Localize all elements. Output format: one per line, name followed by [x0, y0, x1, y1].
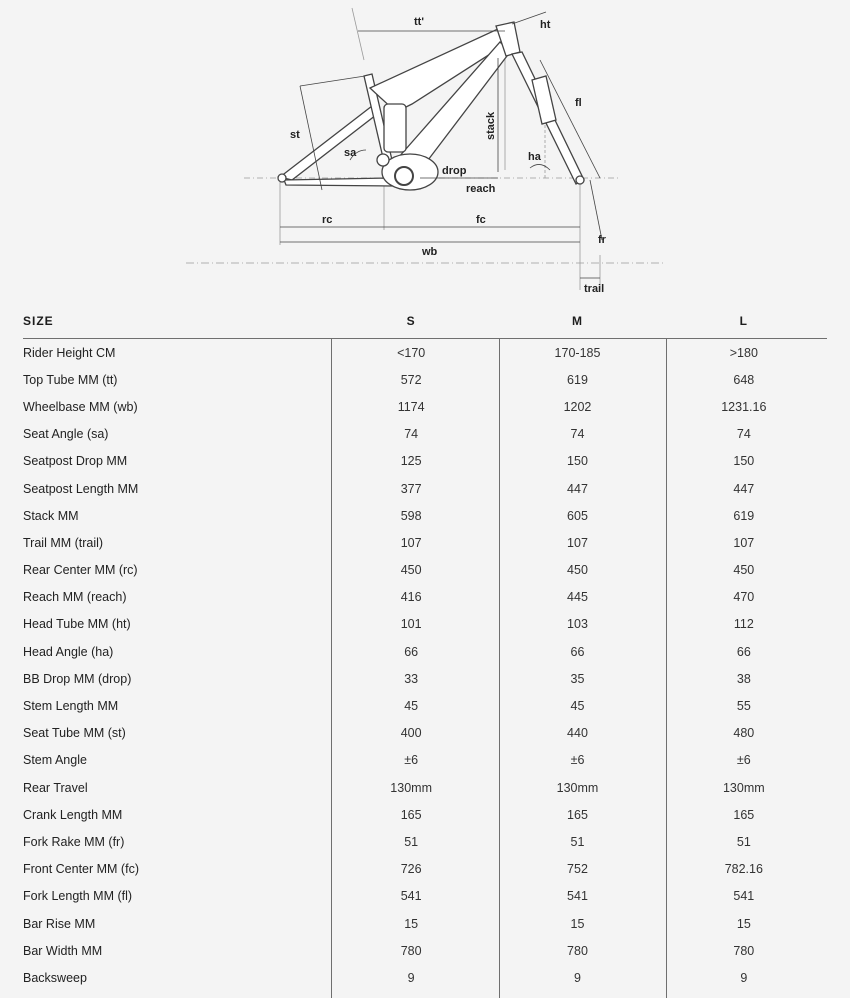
value-m: ±6 — [570, 753, 585, 768]
value-s: 74 — [404, 427, 419, 442]
value-s: 400 — [400, 726, 422, 741]
table-row — [23, 448, 827, 475]
value-s: 125 — [400, 454, 422, 469]
row-label: Head Tube MM (ht) — [23, 617, 131, 632]
row-label: Rear Center MM (rc) — [23, 563, 138, 578]
value-s: 9 — [407, 970, 415, 985]
table-row — [23, 910, 827, 937]
value-m: 1202 — [563, 399, 592, 414]
table-row — [23, 339, 827, 366]
value-s: 101 — [400, 617, 422, 632]
value-s: 165 — [400, 807, 422, 822]
geometry-table — [23, 304, 827, 992]
table-row — [23, 366, 827, 393]
value-s: <170 — [397, 345, 426, 360]
row-label: Trail MM (trail) — [23, 535, 104, 550]
value-s: 51 — [404, 834, 419, 849]
value-l: 450 — [733, 563, 755, 578]
value-l: 470 — [733, 590, 755, 605]
table-row — [23, 421, 827, 448]
value-s: 450 — [400, 563, 422, 578]
table-row — [23, 665, 827, 692]
table-row — [23, 557, 827, 584]
value-m: 605 — [567, 508, 588, 523]
value-s: 45 — [404, 699, 419, 714]
table-row — [23, 393, 827, 420]
table-row — [23, 856, 827, 883]
table-body — [23, 339, 827, 992]
column-divider — [499, 339, 500, 998]
table-row — [23, 964, 827, 991]
label-fc: fc — [476, 214, 486, 226]
label-stack: stack — [485, 111, 497, 140]
label-st: st — [290, 129, 300, 141]
row-label: Top Tube MM (tt) — [23, 372, 118, 387]
value-s: 416 — [400, 590, 422, 605]
row-label: Backsweep — [23, 970, 87, 985]
value-m: 35 — [570, 671, 585, 686]
row-label: Reach MM (reach) — [23, 590, 127, 605]
column-divider — [666, 339, 667, 998]
row-label: Fork Rake MM (fr) — [23, 834, 125, 849]
row-label: Head Angle (ha) — [23, 644, 114, 659]
value-m: 752 — [567, 862, 588, 877]
table-row — [23, 584, 827, 611]
row-label: Wheelbase MM (wb) — [23, 399, 138, 414]
label-fr: fr — [598, 234, 606, 246]
size-s-header: S — [406, 314, 416, 328]
row-label: Fork Length MM (fl) — [23, 889, 133, 904]
value-l: 15 — [736, 916, 751, 931]
value-m: 780 — [567, 943, 588, 958]
label-sa: sa — [344, 147, 357, 159]
table-row — [23, 801, 827, 828]
table-row — [23, 692, 827, 719]
value-l: 541 — [733, 889, 755, 904]
value-m: 9 — [574, 970, 581, 985]
table-row — [23, 883, 827, 910]
label-trail: trail — [584, 283, 605, 295]
row-label: Stem Length MM — [23, 699, 119, 714]
table-header — [23, 304, 827, 339]
value-l: 66 — [736, 644, 751, 659]
value-m: 170-185 — [554, 345, 601, 360]
size-header: SIZE — [23, 314, 54, 328]
table-row — [23, 828, 827, 855]
row-label: Rear Travel — [23, 780, 88, 795]
value-s: 130mm — [390, 780, 432, 795]
value-l: 782.16 — [724, 862, 763, 877]
value-l: >180 — [729, 345, 758, 360]
value-m: 541 — [567, 889, 588, 904]
table-row — [23, 611, 827, 638]
value-l: 780 — [733, 943, 755, 958]
value-m: 66 — [570, 644, 585, 659]
row-label: Front Center MM (fc) — [23, 862, 139, 877]
value-s: 1174 — [397, 399, 425, 414]
value-m: 150 — [567, 454, 588, 469]
label-drop: drop — [442, 165, 467, 177]
label-tt: tt' — [414, 16, 424, 28]
row-label: Seat Angle (sa) — [23, 427, 109, 442]
table-row — [23, 747, 827, 774]
value-m: 619 — [567, 372, 588, 387]
value-l: 480 — [733, 726, 755, 741]
value-l: 130mm — [722, 780, 765, 795]
value-s: 15 — [404, 916, 419, 931]
value-m: 107 — [567, 535, 588, 550]
size-l-header: L — [739, 314, 748, 328]
value-m: 450 — [567, 563, 588, 578]
label-ha: ha — [528, 151, 541, 163]
value-m: 445 — [567, 590, 588, 605]
geometry-diagram — [0, 0, 850, 300]
value-l: 619 — [733, 508, 755, 523]
value-s: 377 — [400, 481, 422, 496]
value-m: 440 — [567, 726, 588, 741]
row-label: BB Drop MM (drop) — [23, 671, 132, 686]
table-row — [23, 937, 827, 964]
value-l: 38 — [736, 671, 751, 686]
value-s: 598 — [400, 508, 422, 523]
value-m: 45 — [570, 699, 585, 714]
value-l: ±6 — [736, 753, 751, 768]
label-wb: wb — [422, 246, 438, 258]
value-l: 74 — [736, 427, 751, 442]
value-l: 112 — [733, 617, 754, 632]
row-label: Stack MM — [23, 508, 79, 523]
value-m: 15 — [570, 916, 585, 931]
size-m-header: M — [571, 314, 583, 328]
value-s: 33 — [404, 671, 419, 686]
label-rc: rc — [322, 214, 333, 226]
value-l: 107 — [733, 535, 755, 550]
value-m: 103 — [567, 617, 588, 632]
row-label: Crank Length MM — [23, 807, 123, 822]
value-m: 74 — [570, 427, 585, 442]
value-s: 726 — [400, 862, 422, 877]
table-row — [23, 720, 827, 747]
value-s: 66 — [404, 644, 419, 659]
label-reach: reach — [466, 183, 496, 195]
value-s: 107 — [400, 535, 422, 550]
row-label: Stem Angle — [23, 753, 87, 768]
value-l: 150 — [733, 454, 755, 469]
value-m: 51 — [570, 834, 585, 849]
value-l: 648 — [733, 372, 755, 387]
row-label: Seatpost Drop MM — [23, 454, 128, 469]
row-label: Rider Height CM — [23, 345, 116, 360]
row-label: Seat Tube MM (st) — [23, 726, 126, 741]
table-row — [23, 502, 827, 529]
value-l: 9 — [740, 970, 748, 985]
value-l: 1231.16 — [721, 399, 767, 414]
value-m: 130mm — [556, 780, 599, 795]
value-l: 55 — [736, 699, 751, 714]
value-l: 51 — [736, 834, 751, 849]
label-fl: fl — [575, 97, 582, 109]
value-s: 541 — [400, 889, 422, 904]
column-divider — [331, 339, 332, 998]
row-label: Seatpost Length MM — [23, 481, 139, 496]
value-l: 165 — [733, 807, 755, 822]
table-row — [23, 475, 827, 502]
value-m: 447 — [567, 481, 588, 496]
value-s: 780 — [400, 943, 422, 958]
value-l: 447 — [733, 481, 755, 496]
table-row — [23, 774, 827, 801]
value-s: 572 — [400, 372, 422, 387]
value-s: ±6 — [404, 753, 419, 768]
table-row — [23, 529, 827, 556]
row-label: Bar Rise MM — [23, 916, 96, 931]
label-ht: ht — [540, 19, 551, 31]
row-label: Bar Width MM — [23, 943, 103, 958]
value-m: 165 — [567, 807, 588, 822]
table-row — [23, 638, 827, 665]
